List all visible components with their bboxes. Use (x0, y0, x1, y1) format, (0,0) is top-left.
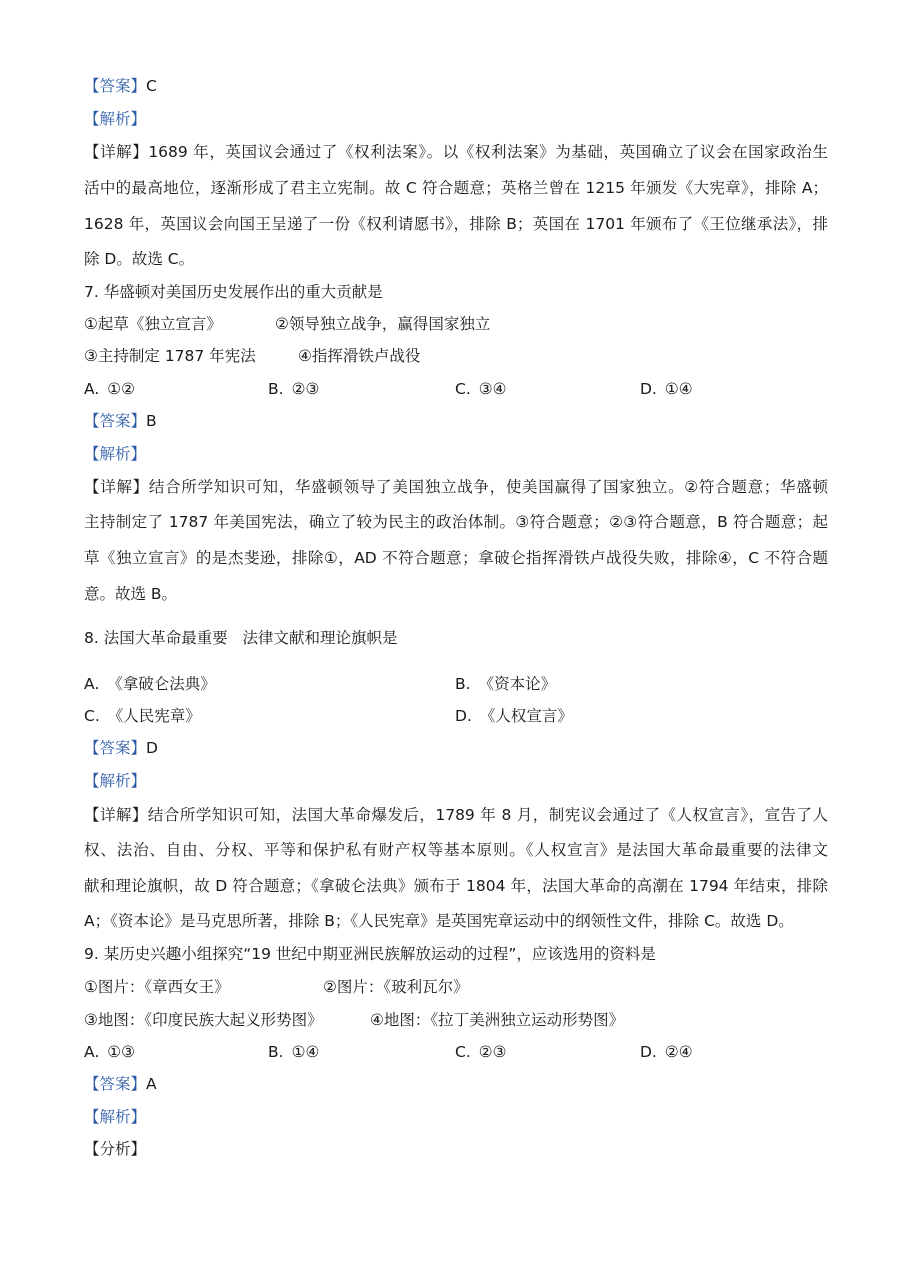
option-letter: C. (84, 707, 100, 725)
option-letter: A. (84, 675, 100, 693)
question-item: ④地图：《拉丁美洲独立运动形势图》 (370, 1011, 625, 1029)
option-text: ②③ (478, 1043, 507, 1061)
detail-label: 【详解】 (84, 478, 149, 496)
detail-line: 1628 年，英国议会向国王呈递了一份《权利请愿书》，排除 B；英国在 1701 年颁布了《王位继承法》，排 (84, 215, 828, 233)
option-letter: A. (84, 1043, 100, 1061)
answer-line (84, 410, 157, 432)
option-letter: C. (455, 1043, 471, 1061)
answer-line (84, 737, 158, 759)
question-stem: 8. 法国大革命最重要 法律文献和理论旗帜是 (84, 629, 398, 647)
option-choice[interactable] (455, 705, 573, 727)
option-choice[interactable] (455, 378, 507, 400)
answer-line (84, 75, 157, 97)
detail-label: 【详解】 (84, 806, 148, 824)
detail-text: 1689 年，英国议会通过了《权利法案》。以《权利法案》为基础，英国确立了议会在国家政治生 (148, 143, 828, 161)
detail-label: 【详解】 (84, 143, 149, 161)
question-item: ③主持制定 1787 年宪法 (84, 347, 256, 365)
option-text: 《人权宣言》 (479, 707, 573, 725)
answer-label: 【答案】 (84, 77, 147, 95)
question-item: ①图片：《章西女王》 (84, 978, 230, 996)
option-text: ②③ (291, 380, 320, 398)
answer-label: 【答案】 (84, 412, 147, 430)
option-text: ①④ (664, 380, 693, 398)
detail-line: 意。故选 B。 (84, 585, 178, 603)
question-item: ②领导独立战争，赢得国家独立 (275, 315, 491, 333)
question-item: ①起草《独立宣言》 (84, 315, 222, 333)
option-letter: B. (268, 1043, 284, 1061)
detail-line: 除 D。故选 C。 (84, 250, 195, 268)
option-text: 《资本论》 (478, 675, 557, 693)
option-text: ①② (107, 380, 136, 398)
option-letter: A. (84, 380, 100, 398)
detail-line: A；《资本论》是马克思所著，排除 B；《人民宪章》是英国宪章运动中的纲领性文件，排除 C。故选 D。 (84, 912, 794, 930)
option-letter: D. (640, 1043, 657, 1061)
option-letter: B. (268, 380, 284, 398)
option-choice[interactable] (268, 378, 319, 400)
option-choice[interactable] (640, 378, 693, 400)
option-choice[interactable] (84, 705, 201, 727)
option-letter: B. (455, 675, 471, 693)
detail-line: 活中的最高地位，逐渐形成了君主立宪制。故 C 符合题意；英格兰曾在 1215 年颁发《大宪章》，排除 A； (84, 179, 828, 197)
option-text: 《人民宪章》 (107, 707, 201, 725)
answer-line (84, 1073, 157, 1095)
option-text: ①④ (291, 1043, 320, 1061)
answer-value: D (146, 739, 158, 757)
option-letter: D. (455, 707, 472, 725)
detail-line: 权、法治、自由、分权、平等和保护私有财产权等基本原则。《人权宣言》是法国大革命最重要的法律文 (84, 841, 828, 859)
option-choice[interactable] (268, 1041, 319, 1063)
analysis-sub-label: 【分析】 (84, 1140, 147, 1158)
question-stem: 9. 某历史兴趣小组探究“19 世纪中期亚洲民族解放运动的过程”，应该选用的资料是 (84, 945, 656, 963)
detail-text: 结合所学知识可知，华盛顿领导了美国独立战争，使美国赢得了国家独立。②符合题意；华盛顿 (148, 478, 828, 496)
option-choice[interactable] (455, 1041, 507, 1063)
option-choice[interactable] (640, 1041, 693, 1063)
option-letter: C. (455, 380, 471, 398)
detail-line: 主持制定了 1787 年美国宪法，确立了较为民主的政治体制。③符合题意；②③符合题意，B 符合题意；起 (84, 513, 828, 531)
option-choice[interactable] (84, 1041, 135, 1063)
detail-line (84, 141, 828, 163)
answer-label: 【答案】 (84, 739, 147, 757)
answer-value: B (146, 412, 157, 430)
detail-line: 献和理论旗帜，故 D 符合题意；《拿破仑法典》颁布于 1804 年，法国大革命的高潮在 1794 年结束，排除 (84, 877, 828, 895)
answer-label: 【答案】 (84, 1075, 147, 1093)
option-letter: D. (640, 380, 657, 398)
detail-line (84, 804, 828, 826)
option-text: ③④ (478, 380, 507, 398)
detail-line: 草《独立宣言》的是杰斐逊，排除①，AD 不符合题意；拿破仑指挥滑铁卢战役失败，排除④，C 不符合题 (84, 549, 828, 567)
analysis-label: 【解析】 (84, 110, 147, 128)
option-text: ①③ (107, 1043, 136, 1061)
question-stem: 7. 华盛顿对美国历史发展作出的重大贡献是 (84, 283, 383, 301)
question-item: ④指挥滑铁卢战役 (298, 347, 421, 365)
analysis-label: 【解析】 (84, 445, 147, 463)
option-text: ②④ (664, 1043, 693, 1061)
answer-value: A (146, 1075, 157, 1093)
question-item: ②图片：《玻利瓦尔》 (323, 978, 469, 996)
option-text: 《拿破仑法典》 (107, 675, 216, 693)
analysis-label: 【解析】 (84, 772, 147, 790)
detail-text: 结合所学知识可知，法国大革命爆发后，1789 年 8 月，制宪议会通过了《人权宣言》，宣告了人 (147, 806, 828, 824)
answer-value: C (146, 77, 157, 95)
question-item: ③地图：《印度民族大起义形势图》 (84, 1011, 323, 1029)
option-choice[interactable] (84, 378, 135, 400)
option-choice[interactable] (455, 673, 556, 695)
option-choice[interactable] (84, 673, 216, 695)
analysis-label: 【解析】 (84, 1108, 147, 1126)
detail-line (84, 476, 828, 498)
